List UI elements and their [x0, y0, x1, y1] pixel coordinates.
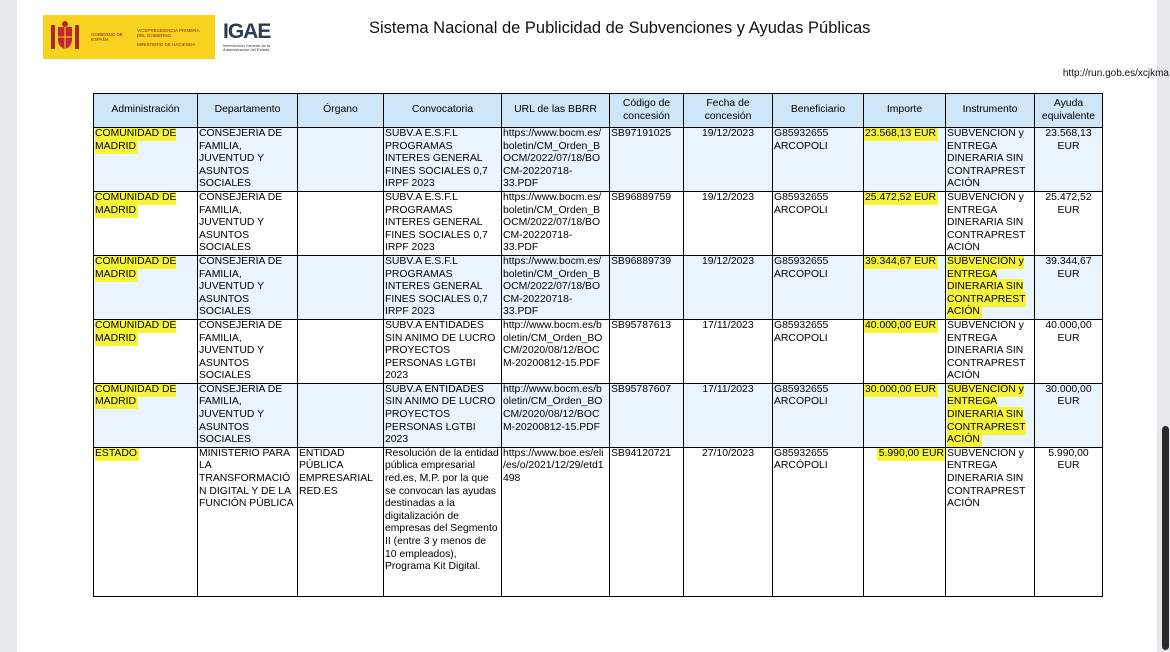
- cell-importe: [864, 319, 946, 383]
- convocatoria-text: SUBV.A ENTIDADES SIN ANIMO DE LUCRO PROYECTOS PERSONAS LGTBI 2023: [385, 383, 496, 446]
- vicepresidencia-label: VICEPRESIDENCIA PRIMERA DEL GOBIERNO: [137, 27, 200, 38]
- cell-instrumento: [946, 128, 1035, 192]
- instrumento-text: SUBVENCIÓN y ENTREGA DINERARIA SIN CONTRAPREST ACIÓN: [947, 128, 1026, 190]
- administracion-text: COMUNIDAD DE MADRID: [95, 255, 177, 280]
- instrumento-text: SUBVENCIÓN y ENTREGA DINERARIA SIN CONTRAPREST ACIÓN: [947, 255, 1026, 318]
- cell-codigo: SB96889759: [610, 191, 684, 255]
- cell-organo: [298, 383, 384, 447]
- url-text: http://www.bocm.es/b oletin/CM_Orden_BO CM/2020/08/12/BOC M-20200812-15.PDF: [503, 383, 603, 433]
- cell-importe: [864, 383, 946, 447]
- cell-organo: [298, 255, 384, 319]
- cell-importe: [864, 191, 946, 255]
- cell-administracion: [94, 447, 198, 596]
- instrumento-text: SUBVENCIÓN y ENTREGA DINERARIA SIN CONTRAPREST ACIÓN: [947, 383, 1026, 446]
- igae-text: IGAE: [223, 20, 271, 43]
- convocatoria-text: Resolución de la entidad pública empresarial red.es, M.P. por la que se convocan las ayudas destinadas a la digitalización de empresas del Segmento II (entre 3 y menos de 10 empleados), Programa Kit Digital.: [385, 447, 499, 573]
- cell-convocatoria: [384, 319, 502, 383]
- instrumento-text: SUBVENCIÓN y ENTREGA DINERARIA SIN CONTRAPREST ACIÓN: [947, 447, 1026, 510]
- col-header: Órgano: [298, 94, 384, 128]
- cell-url: [502, 447, 610, 596]
- cell-codigo: SB97191025: [610, 128, 684, 192]
- cell-beneficiario: G85932655 ARCÓPOLI: [773, 447, 864, 596]
- col-header: Beneficiario: [773, 94, 864, 128]
- cell-url: [502, 383, 610, 447]
- cell-organo: [298, 191, 384, 255]
- col-header: Convocatoria: [384, 94, 502, 128]
- departamento-text: CONSEJERÍA DE FAMILIA, JUVENTUD Y ASUNTOS SOCIALES: [199, 128, 283, 190]
- convocatoria-text: SUBV.A E.S.F.L PROGRAMAS INTERES GENERAL FINES SOCIALES 0,7 IRPF 2023: [385, 255, 488, 318]
- cell-ayuda: 23.568,13 EUR: [1035, 128, 1103, 192]
- cell-beneficiario: G85932655 ARCOPOLI: [773, 383, 864, 447]
- importe-text: 40.000,00 EUR: [865, 319, 937, 331]
- cell-organo: [298, 319, 384, 383]
- cell-administracion: [94, 319, 198, 383]
- scrollbar-thumb[interactable]: [1162, 426, 1169, 650]
- col-header: Fecha de concesión: [684, 94, 773, 128]
- short-url[interactable]: http://run.gob.es/xcjkma: [1062, 68, 1169, 79]
- cell-fecha: 19/12/2023: [684, 255, 773, 319]
- cell-convocatoria: [384, 191, 502, 255]
- cell-fecha: 19/12/2023: [684, 128, 773, 192]
- col-header: Ayuda equivalente: [1035, 94, 1103, 128]
- cell-convocatoria: [384, 255, 502, 319]
- importe-text: 5.990,00 EUR: [878, 447, 944, 459]
- administracion-text: COMUNIDAD DE MADRID: [95, 191, 177, 216]
- importe-text: 23.568,13 EUR: [865, 128, 937, 139]
- cell-beneficiario: G85932655 ARCOPOLI: [773, 191, 864, 255]
- cell-instrumento: [946, 447, 1035, 596]
- gobierno-logo: [43, 15, 215, 59]
- col-header: Código de concesión: [610, 94, 684, 128]
- cell-administracion: [94, 191, 198, 255]
- table-row: [94, 128, 1103, 192]
- cell-departamento: [198, 255, 298, 319]
- cell-ayuda: 25.472,52 EUR: [1035, 191, 1103, 255]
- table-row: [94, 255, 1103, 319]
- cell-convocatoria: [384, 447, 502, 596]
- spain-coat-of-arms-icon: [47, 19, 83, 55]
- cell-administracion: [94, 128, 198, 192]
- url-text: https://www.bocm.es/ boletin/CM_Orden_B OCM/2022/07/18/BO CM-20220718- 33.PDF: [503, 255, 602, 318]
- table-row: [94, 191, 1103, 255]
- page-title: Sistema Nacional de Publicidad de Subvenciones y Ayudas Públicas: [369, 19, 871, 37]
- cell-ayuda: 30.000,00 EUR: [1035, 383, 1103, 447]
- cell-instrumento: [946, 191, 1035, 255]
- cell-convocatoria: [384, 383, 502, 447]
- col-header: Administración: [94, 94, 198, 128]
- convocatoria-text: SUBV.A E.S.F.L PROGRAMAS INTERES GENERAL FINES SOCIALES 0,7 IRPF 2023: [385, 128, 488, 190]
- table-row: [94, 447, 1103, 596]
- cell-ayuda: 5.990,00 EUR: [1035, 447, 1103, 596]
- ministerio-label: [137, 28, 207, 47]
- cell-departamento: [198, 447, 298, 596]
- cell-beneficiario: G85932655 ARCOPOLI: [773, 255, 864, 319]
- cell-codigo: SB95787613: [610, 319, 684, 383]
- cell-administracion: [94, 383, 198, 447]
- cell-importe: [864, 128, 946, 192]
- document-page: [17, 0, 1169, 652]
- table-header-row: [94, 94, 1103, 128]
- cell-fecha: 17/11/2023: [684, 319, 773, 383]
- cell-instrumento: [946, 383, 1035, 447]
- administracion-text: ESTADO: [95, 447, 137, 459]
- cell-departamento: [198, 191, 298, 255]
- cell-fecha: 27/10/2023: [684, 447, 773, 596]
- igae-mark: [223, 20, 283, 44]
- igae-subtitle: Intervención General de la Administración del Estado: [223, 43, 270, 52]
- departamento-text: CONSEJERÍA DE FAMILIA, JUVENTUD Y ASUNTOS SOCIALES: [199, 383, 283, 446]
- cell-ayuda: 40.000,00 EUR: [1035, 319, 1103, 383]
- cell-instrumento: [946, 319, 1035, 383]
- cell-convocatoria: [384, 128, 502, 192]
- administracion-text: COMUNIDAD DE MADRID: [95, 383, 177, 408]
- hacienda-label: MINISTERIO DE HACIENDA: [137, 41, 196, 47]
- table-row: [94, 383, 1103, 447]
- cell-fecha: 19/12/2023: [684, 191, 773, 255]
- cell-organo: [298, 447, 384, 596]
- departamento-text: CONSEJERÍA DE FAMILIA, JUVENTUD Y ASUNTOS SOCIALES: [199, 319, 283, 382]
- url-text: https://www.bocm.es/ boletin/CM_Orden_B OCM/2022/07/18/BO CM-20220718- 33.PDF: [503, 191, 602, 254]
- cell-ayuda: 39.344,67 EUR: [1035, 255, 1103, 319]
- cell-codigo: SB94120721: [610, 447, 684, 596]
- administracion-text: COMUNIDAD DE MADRID: [95, 128, 177, 152]
- cell-url: [502, 255, 610, 319]
- cell-departamento: [198, 319, 298, 383]
- col-header: URL de las BBRR: [502, 94, 610, 128]
- importe-text: 30.000,00 EUR: [865, 383, 937, 395]
- col-header: Departamento: [198, 94, 298, 128]
- organo-text: ENTIDAD PÚBLICA EMPRESARIAL RED.ES: [299, 447, 373, 497]
- cell-beneficiario: G85932655 ARCOPOLI: [773, 319, 864, 383]
- col-header: Importe: [864, 94, 946, 128]
- igae-logo: [223, 20, 283, 56]
- administracion-text: COMUNIDAD DE MADRID: [95, 319, 177, 344]
- cell-url: [502, 128, 610, 192]
- gobierno-label: GOBIERNO DE ESPAÑA: [91, 32, 123, 42]
- cell-importe: [864, 255, 946, 319]
- cell-instrumento: [946, 255, 1035, 319]
- cell-codigo: SB95787607: [610, 383, 684, 447]
- col-header: Instrumento: [946, 94, 1035, 128]
- importe-text: 25.472,52 EUR: [865, 191, 937, 203]
- importe-text: 39.344,67 EUR: [865, 255, 937, 267]
- cell-codigo: SB96889739: [610, 255, 684, 319]
- cell-administracion: [94, 255, 198, 319]
- convocatoria-text: SUBV.A ENTIDADES SIN ANIMO DE LUCRO PROYECTOS PERSONAS LGTBI 2023: [385, 319, 496, 382]
- departamento-text: MINISTERIO PARA LA TRANSFORMACIÓ N DIGITAL Y DE LA FUNCIÓN PÚBLICA: [199, 447, 294, 510]
- departamento-text: CONSEJERÍA DE FAMILIA, JUVENTUD Y ASUNTOS SOCIALES: [199, 191, 283, 254]
- cell-importe: [864, 447, 946, 596]
- url-text: https://www.boe.es/eli /es/o/2021/12/29/etd1 498: [503, 447, 604, 485]
- url-text: https://www.bocm.es/ boletin/CM_Orden_B OCM/2022/07/18/BO CM-20220718- 33.PDF: [503, 128, 602, 190]
- cell-fecha: 17/11/2023: [684, 383, 773, 447]
- cell-beneficiario: G85932655 ARCOPOLI: [773, 128, 864, 192]
- cell-url: [502, 319, 610, 383]
- cell-departamento: [198, 383, 298, 447]
- cell-url: [502, 191, 610, 255]
- cell-organo: [298, 128, 384, 192]
- url-text: http://www.bocm.es/b oletin/CM_Orden_BO CM/2020/08/12/BOC M-20200812-15.PDF: [503, 319, 603, 369]
- cell-departamento: [198, 128, 298, 192]
- convocatoria-text: SUBV.A E.S.F.L PROGRAMAS INTERES GENERAL FINES SOCIALES 0,7 IRPF 2023: [385, 191, 488, 254]
- instrumento-text: SUBVENCIÓN y ENTREGA DINERARIA SIN CONTRAPREST ACIÓN: [947, 319, 1026, 382]
- departamento-text: CONSEJERÍA DE FAMILIA, JUVENTUD Y ASUNTOS SOCIALES: [199, 255, 283, 318]
- table-row: [94, 319, 1103, 383]
- instrumento-text: SUBVENCIÓN y ENTREGA DINERARIA SIN CONTRAPREST ACIÓN: [947, 191, 1026, 254]
- grants-table: [93, 93, 1103, 597]
